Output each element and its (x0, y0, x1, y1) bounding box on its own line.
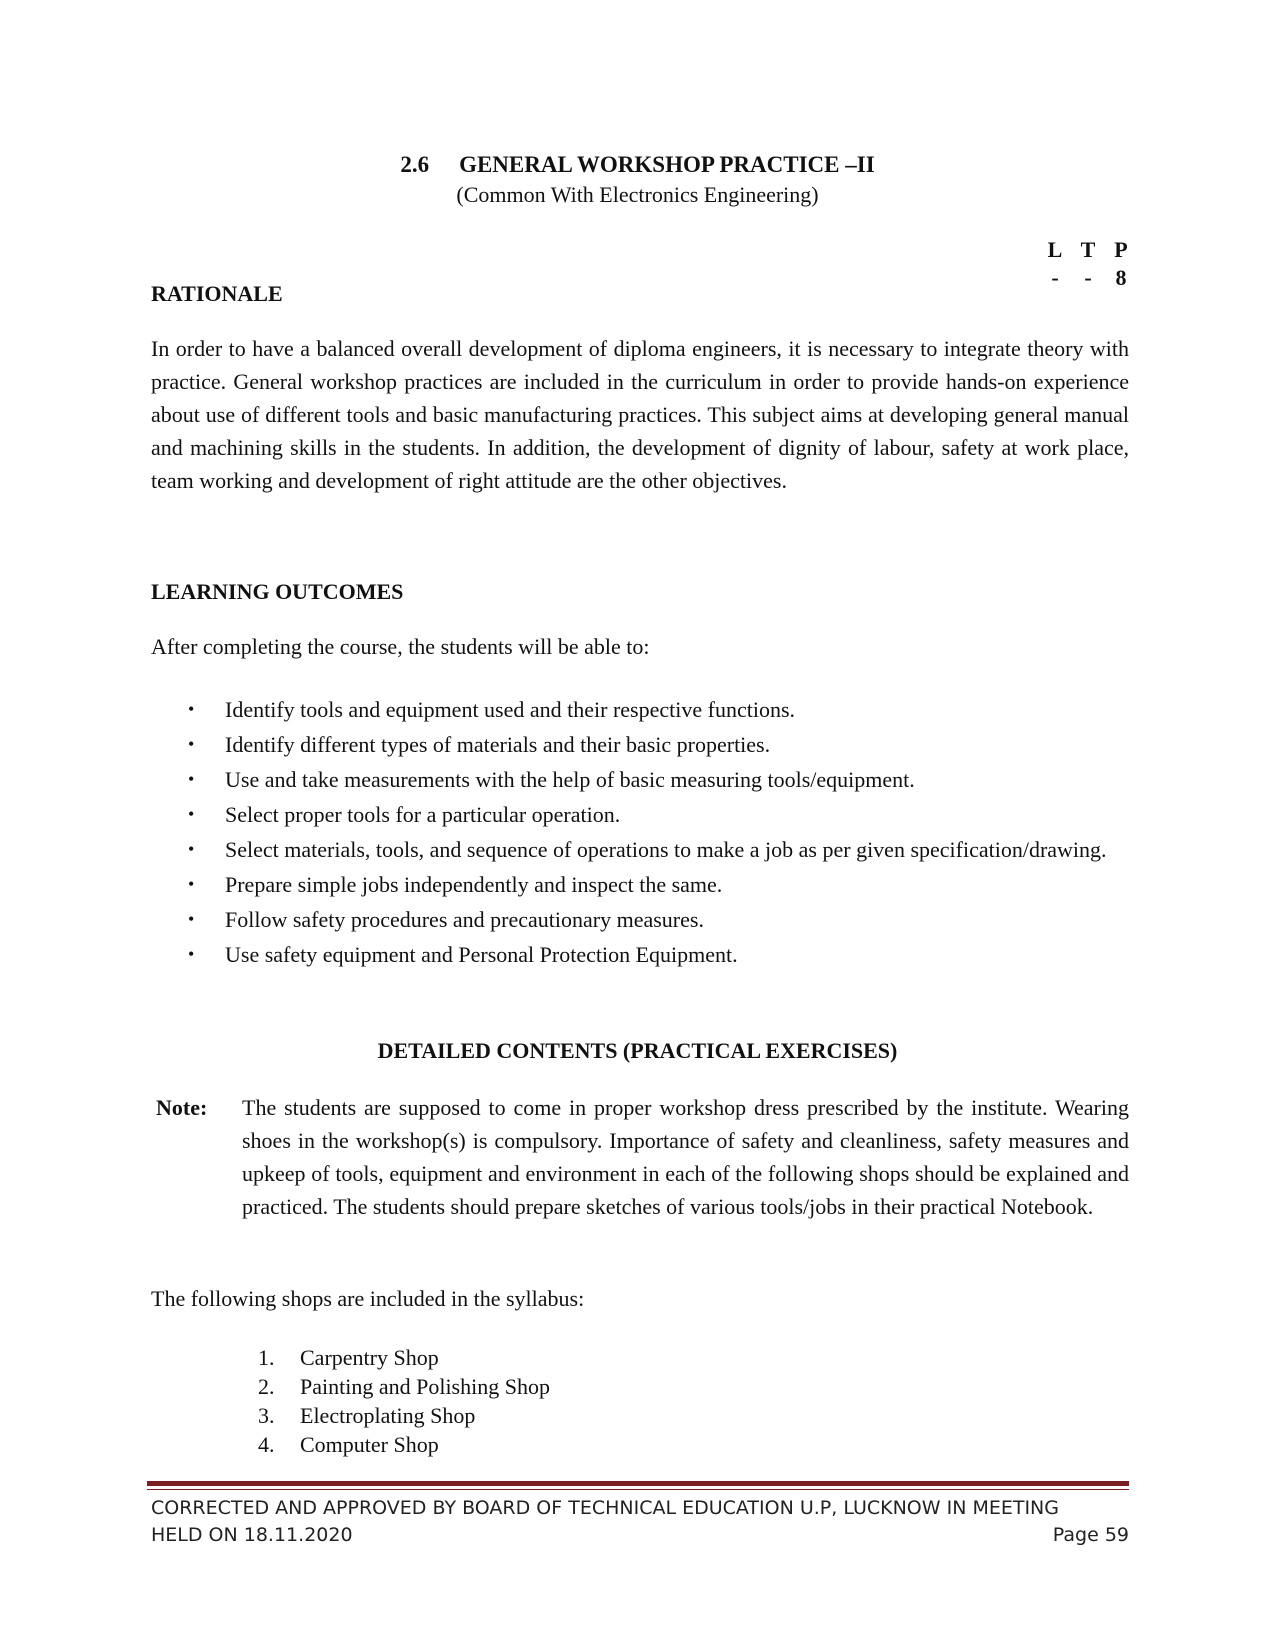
list-item (151, 693, 1129, 726)
list-item (258, 1343, 550, 1372)
outcome-text: Prepare simple jobs independently and inspect the same. (225, 872, 723, 897)
course-title: GENERAL WORKSHOP PRACTICE –II (459, 152, 875, 177)
shop-name: Carpentry Shop (300, 1345, 439, 1370)
page-title (0, 151, 1275, 179)
bullet-icon: • (188, 699, 195, 719)
list-item (151, 728, 1129, 761)
course-subtitle: (Common With Electronics Engineering) (456, 182, 819, 207)
outcome-text: Select proper tools for a particular operation. (225, 802, 621, 827)
rationale-text: In order to have a balanced overall development of diploma engineers, it is necessary to integrate theory with practice. General workshop practices are included in the curriculum in order to provide hands-on experience about use of different tools and basic manufacturing practices. This subject aims at developing general manual and machining skills in the students. In addition, the development of dignity of labour, safety at work place, team working and development of right attitude are the other objectives. (151, 336, 1129, 493)
outcome-text: Use safety equipment and Personal Protection Equipment. (225, 942, 738, 967)
bullet-icon: • (188, 874, 195, 894)
shop-number: 4. (258, 1432, 275, 1457)
footer-line-1: CORRECTED AND APPROVED BY BOARD OF TECHNICAL EDUCATION U.P, LUCKNOW IN MEETING (151, 1497, 1059, 1519)
shop-number: 2. (258, 1374, 275, 1399)
list-item (258, 1401, 550, 1430)
ltp-value-l: - (1051, 265, 1059, 290)
ltp-label-p: P (1114, 237, 1128, 262)
outcome-text: Select materials, tools, and sequence of operations to make a job as per given specification/drawing. (225, 837, 1107, 862)
footer-line-2-row (151, 1522, 1129, 1549)
learning-outcomes-list (151, 693, 1129, 973)
shop-name: Painting and Polishing Shop (300, 1374, 550, 1399)
outcome-text: Use and take measurements with the help of basic measuring tools/equipment. (225, 767, 915, 792)
bullet-icon: • (188, 839, 195, 859)
list-item (151, 938, 1129, 971)
ltp-label-t: T (1080, 237, 1096, 262)
note-label: Note: (156, 1095, 208, 1120)
note-text: The students are supposed to come in proper workshop dress prescribed by the institute. Wearing shoes in the workshop(s) is compulsory. Importance of safety and cleanliness, safety measures and upkeep of tools, equipment and environment in each of the following shops should be explained and practiced. The students should prepare sketches of various tools/jobs in their practical Notebook. (242, 1095, 1129, 1219)
bullet-icon: • (188, 909, 195, 929)
outcome-text: Identify different types of materials and their basic properties. (225, 732, 771, 757)
list-item (258, 1372, 550, 1401)
learning-outcomes-heading: LEARNING OUTCOMES (151, 579, 404, 604)
page-number: Page 59 (1052, 1524, 1129, 1546)
footer (151, 1495, 1129, 1549)
ltp-value-t: - (1084, 265, 1092, 290)
detailed-contents-heading: DETAILED CONTENTS (PRACTICAL EXERCISES) (377, 1038, 898, 1063)
list-item (151, 868, 1129, 901)
ltp-table (1030, 236, 1130, 292)
shop-number: 1. (258, 1345, 275, 1370)
learning-outcomes-intro: After completing the course, the students will be able to: (151, 634, 650, 659)
ltp-value-p: 8 (1115, 265, 1127, 290)
shops-list (258, 1343, 550, 1459)
bullet-icon: • (188, 944, 195, 964)
shop-name: Computer Shop (300, 1432, 439, 1457)
outcome-text: Follow safety procedures and precautionary measures. (225, 907, 704, 932)
bullet-icon: • (188, 734, 195, 754)
list-item (151, 798, 1129, 831)
outcome-text: Identify tools and equipment used and their respective functions. (225, 697, 796, 722)
list-item (151, 833, 1129, 866)
section-number: 2.6 (400, 152, 430, 177)
footer-rule (147, 1481, 1129, 1486)
footer-rule-thin (147, 1489, 1129, 1490)
bullet-icon: • (188, 769, 195, 789)
ltp-labels-row (1030, 236, 1130, 264)
shop-number: 3. (258, 1403, 275, 1428)
shops-intro: The following shops are included in the syllabus: (151, 1286, 585, 1311)
list-item (151, 763, 1129, 796)
list-item (258, 1430, 550, 1459)
list-item (151, 903, 1129, 936)
rationale-heading: RATIONALE (151, 281, 283, 306)
ltp-values-row (1030, 264, 1130, 292)
shop-name: Electroplating Shop (300, 1403, 476, 1428)
ltp-label-l: L (1047, 237, 1063, 262)
bullet-icon: • (188, 804, 195, 824)
footer-line-2: HELD ON 18.11.2020 (151, 1524, 353, 1546)
